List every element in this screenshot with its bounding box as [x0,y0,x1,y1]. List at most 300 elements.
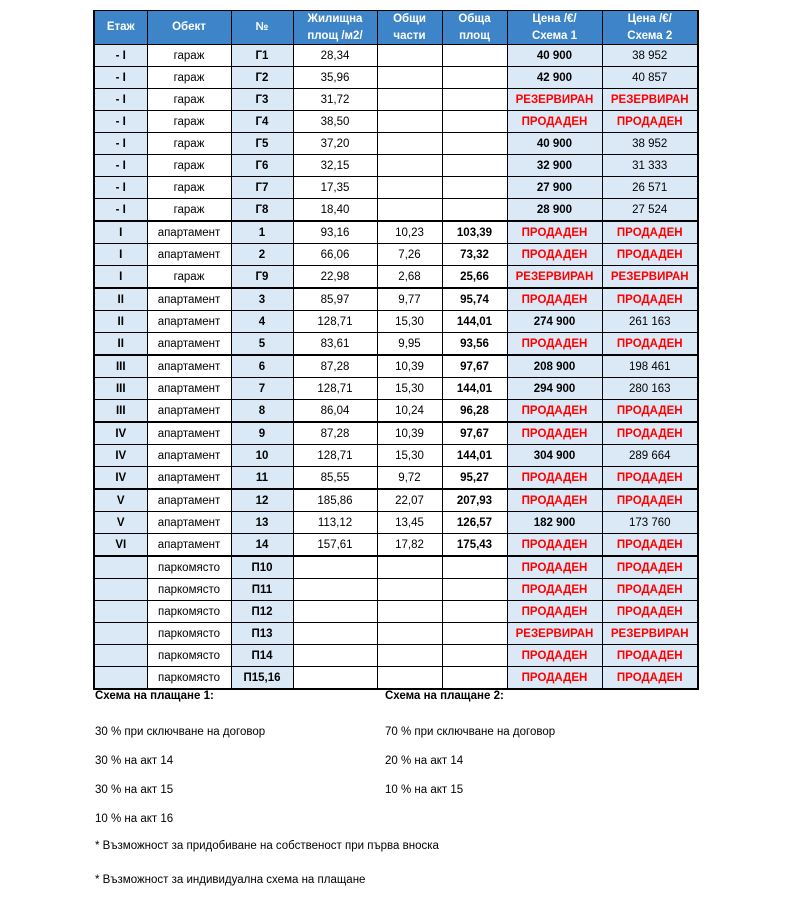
cell-number: 8 [231,400,293,423]
cell-number: 4 [231,311,293,333]
scheme-1-line-3: 30 % на акт 15 [95,784,174,796]
property-price-table [93,10,699,690]
cell-floor: - I [94,155,147,177]
cell-living-area: 18,40 [293,199,377,222]
cell-object: апартамент [147,311,231,333]
cell-floor: V [94,489,147,512]
header-line-2: Схема 1 [531,29,577,42]
cell-object: апартамент [147,333,231,356]
cell-price-scheme-1: ПРОДАДЕН [507,579,602,601]
cell-number: 12 [231,489,293,512]
cell-price-scheme-2: РЕЗЕРВИРАН [602,266,698,289]
cell-living-area: 113,12 [293,512,377,534]
cell-price-scheme-2: 27 524 [602,199,698,222]
cell-living-area: 22,98 [293,266,377,289]
cell-price-scheme-2: РЕЗЕРВИРАН [602,623,698,645]
cell-price-scheme-2: ПРОДАДЕН [602,111,698,133]
cell-floor: IV [94,422,147,445]
table-row [94,422,698,445]
cell-floor: I [94,221,147,244]
cell-floor: - I [94,89,147,111]
cell-common-parts: 10,23 [377,221,442,244]
cell-object: гараж [147,89,231,111]
cell-object: апартамент [147,244,231,266]
cell-object: апартамент [147,221,231,244]
cell-price-scheme-1: 40 900 [507,133,602,155]
cell-floor: VI [94,534,147,557]
cell-living-area [293,623,377,645]
table-row [94,199,698,222]
cell-floor: - I [94,67,147,89]
cell-total-area: 97,67 [442,422,507,445]
cell-living-area: 38,50 [293,111,377,133]
cell-total-area [442,623,507,645]
table-row [94,311,698,333]
cell-floor: I [94,266,147,289]
cell-floor [94,667,147,690]
cell-price-scheme-2: ПРОДАДЕН [602,645,698,667]
cell-living-area: 37,20 [293,133,377,155]
cell-object: апартамент [147,467,231,490]
cell-living-area [293,667,377,690]
cell-floor: I [94,244,147,266]
table-row [94,489,698,512]
table-row [94,355,698,378]
cell-floor: - I [94,199,147,222]
cell-common-parts [377,89,442,111]
cell-price-scheme-2: 261 163 [602,311,698,333]
cell-price-scheme-2: 40 857 [602,67,698,89]
cell-price-scheme-2: ПРОДАДЕН [602,667,698,690]
cell-price-scheme-1: ПРОДАДЕН [507,645,602,667]
column-header-floor [94,11,147,45]
cell-price-scheme-1: ПРОДАДЕН [507,534,602,557]
cell-object: апартамент [147,355,231,378]
cell-total-area: 144,01 [442,378,507,400]
cell-price-scheme-1: ПРОДАДЕН [507,333,602,356]
cell-common-parts [377,133,442,155]
cell-number: Г3 [231,89,293,111]
cell-price-scheme-1: 40 900 [507,45,602,67]
cell-living-area [293,579,377,601]
cell-price-scheme-1: 28 900 [507,199,602,222]
cell-number: 10 [231,445,293,467]
cell-living-area: 32,15 [293,155,377,177]
cell-price-scheme-2: 280 163 [602,378,698,400]
cell-price-scheme-2: 38 952 [602,133,698,155]
cell-common-parts: 15,30 [377,311,442,333]
payment-scheme-1 [95,690,385,842]
cell-number: П12 [231,601,293,623]
cell-number: 14 [231,534,293,557]
header-line-2: Схема 2 [627,29,673,42]
cell-object: апартамент [147,445,231,467]
cell-price-scheme-1: ПРОДАДЕН [507,221,602,244]
cell-living-area: 17,35 [293,177,377,199]
cell-price-scheme-2: ПРОДАДЕН [602,489,698,512]
cell-price-scheme-1: РЕЗЕРВИРАН [507,623,602,645]
cell-number: 11 [231,467,293,490]
cell-number: 6 [231,355,293,378]
table-row [94,623,698,645]
cell-total-area [442,111,507,133]
cell-object: гараж [147,133,231,155]
cell-price-scheme-2: ПРОДАДЕН [602,556,698,579]
cell-common-parts [377,623,442,645]
cell-total-area: 144,01 [442,311,507,333]
cell-common-parts [377,111,442,133]
cell-total-area [442,645,507,667]
cell-floor: III [94,400,147,423]
scheme-1-line-4: 10 % на акт 16 [95,813,174,825]
cell-price-scheme-1: ПРОДАДЕН [507,601,602,623]
cell-floor: - I [94,45,147,67]
cell-number: 13 [231,512,293,534]
cell-common-parts: 13,45 [377,512,442,534]
cell-common-parts [377,645,442,667]
cell-common-parts: 2,68 [377,266,442,289]
cell-price-scheme-2: 198 461 [602,355,698,378]
cell-common-parts: 9,77 [377,288,442,311]
cell-price-scheme-1: РЕЗЕРВИРАН [507,266,602,289]
header-line-1: Обща [458,13,491,25]
cell-price-scheme-1: ПРОДАДЕН [507,244,602,266]
column-header-common-parts [377,11,442,45]
cell-common-parts [377,579,442,601]
cell-total-area: 207,93 [442,489,507,512]
cell-number: Г5 [231,133,293,155]
cell-object: паркомясто [147,645,231,667]
payment-schemes [95,690,715,842]
cell-total-area: 97,67 [442,355,507,378]
cell-object: гараж [147,266,231,289]
cell-price-scheme-2: ПРОДАДЕН [602,244,698,266]
table-body [94,45,698,690]
cell-floor [94,623,147,645]
cell-total-area [442,199,507,222]
cell-price-scheme-2: 289 664 [602,445,698,467]
cell-common-parts [377,667,442,690]
cell-number: 3 [231,288,293,311]
cell-total-area: 126,57 [442,512,507,534]
table-row [94,534,698,557]
cell-total-area: 103,39 [442,221,507,244]
cell-price-scheme-2: ПРОДАДЕН [602,400,698,423]
cell-price-scheme-1: 182 900 [507,512,602,534]
header-line-1: Общи [393,13,426,25]
column-header-total-area [442,11,507,45]
cell-object: гараж [147,199,231,222]
cell-object: гараж [147,67,231,89]
cell-price-scheme-1: 294 900 [507,378,602,400]
cell-object: гараж [147,111,231,133]
cell-price-scheme-1: 42 900 [507,67,602,89]
cell-price-scheme-2: РЕЗЕРВИРАН [602,89,698,111]
cell-number: Г6 [231,155,293,177]
cell-living-area: 185,86 [293,489,377,512]
footnotes [95,840,715,908]
cell-total-area: 96,28 [442,400,507,423]
cell-number: 1 [231,221,293,244]
cell-price-scheme-1: 27 900 [507,177,602,199]
cell-common-parts [377,177,442,199]
cell-price-scheme-1: ПРОДАДЕН [507,400,602,423]
cell-floor: III [94,378,147,400]
cell-total-area [442,89,507,111]
cell-object: апартамент [147,288,231,311]
header-line-1: Етаж [106,21,135,34]
cell-living-area: 85,55 [293,467,377,490]
cell-common-parts [377,45,442,67]
cell-total-area [442,177,507,199]
cell-total-area [442,67,507,89]
cell-price-scheme-1: 274 900 [507,311,602,333]
cell-living-area [293,601,377,623]
cell-price-scheme-2: 26 571 [602,177,698,199]
cell-living-area: 28,34 [293,45,377,67]
cell-floor [94,579,147,601]
cell-total-area [442,579,507,601]
cell-total-area: 175,43 [442,534,507,557]
cell-price-scheme-2: ПРОДАДЕН [602,601,698,623]
scheme-2-line-2: 20 % на акт 14 [385,755,464,767]
cell-price-scheme-2: ПРОДАДЕН [602,534,698,557]
cell-floor: II [94,311,147,333]
table-row [94,244,698,266]
cell-living-area: 83,61 [293,333,377,356]
cell-object: паркомясто [147,601,231,623]
cell-price-scheme-1: РЕЗЕРВИРАН [507,89,602,111]
cell-total-area [442,45,507,67]
cell-common-parts: 15,30 [377,445,442,467]
cell-floor [94,556,147,579]
cell-total-area [442,556,507,579]
cell-price-scheme-1: ПРОДАДЕН [507,467,602,490]
scheme-1-line-2: 30 % на акт 14 [95,755,174,767]
cell-price-scheme-1: ПРОДАДЕН [507,422,602,445]
scheme-1-line-1: 30 % при сключване на договор [95,726,266,738]
cell-common-parts [377,199,442,222]
header-line-1: № [255,21,269,34]
cell-total-area: 144,01 [442,445,507,467]
cell-number: П15,16 [231,667,293,690]
cell-floor: - I [94,111,147,133]
cell-common-parts: 22,07 [377,489,442,512]
table-row [94,400,698,423]
cell-object: апартамент [147,534,231,557]
cell-price-scheme-1: 32 900 [507,155,602,177]
table-row [94,645,698,667]
cell-object: гараж [147,45,231,67]
cell-living-area: 157,61 [293,534,377,557]
cell-common-parts [377,67,442,89]
header-line-1: Обект [172,21,206,34]
cell-living-area [293,556,377,579]
header-line-1: Цена /€/ [532,13,577,25]
table-row [94,579,698,601]
cell-living-area: 87,28 [293,422,377,445]
cell-floor: V [94,512,147,534]
cell-number: Г8 [231,199,293,222]
cell-price-scheme-2: 38 952 [602,45,698,67]
cell-common-parts [377,601,442,623]
table-row [94,266,698,289]
cell-common-parts: 10,24 [377,400,442,423]
cell-common-parts [377,556,442,579]
cell-floor [94,645,147,667]
table-row [94,467,698,490]
cell-floor: III [94,355,147,378]
table-row [94,89,698,111]
table-row [94,333,698,356]
cell-object: паркомясто [147,623,231,645]
cell-total-area: 93,56 [442,333,507,356]
cell-living-area: 35,96 [293,67,377,89]
footnote-1: * Възможност за придобиване на собственост при първа вноска [95,840,439,852]
cell-total-area: 95,27 [442,467,507,490]
cell-common-parts: 10,39 [377,422,442,445]
cell-number: П13 [231,623,293,645]
cell-floor: - I [94,133,147,155]
cell-number: Г1 [231,45,293,67]
table-row [94,667,698,690]
cell-common-parts: 15,30 [377,378,442,400]
cell-price-scheme-1: 304 900 [507,445,602,467]
table-row [94,133,698,155]
cell-common-parts: 10,39 [377,355,442,378]
cell-price-scheme-1: ПРОДАДЕН [507,556,602,579]
cell-floor: - I [94,177,147,199]
cell-object: гараж [147,177,231,199]
cell-price-scheme-1: ПРОДАДЕН [507,667,602,690]
cell-object: апартамент [147,422,231,445]
cell-total-area [442,667,507,690]
table-header [94,11,698,45]
cell-total-area [442,601,507,623]
payment-scheme-2 [385,690,675,842]
cell-floor: II [94,288,147,311]
table-row [94,111,698,133]
cell-number: Г2 [231,67,293,89]
cell-object: апартамент [147,400,231,423]
cell-common-parts: 9,72 [377,467,442,490]
scheme-2-title: Схема на плащане 2: [385,690,504,702]
cell-price-scheme-2: ПРОДАДЕН [602,333,698,356]
cell-total-area [442,133,507,155]
cell-number: 7 [231,378,293,400]
cell-number: Г7 [231,177,293,199]
header-line-2: части [393,29,426,42]
cell-number: 2 [231,244,293,266]
cell-object: паркомясто [147,556,231,579]
cell-number: 5 [231,333,293,356]
cell-object: паркомясто [147,667,231,690]
cell-price-scheme-1: ПРОДАДЕН [507,111,602,133]
table-row [94,221,698,244]
table-row [94,556,698,579]
table-row [94,512,698,534]
footnote-2: * Възможност за индивидуална схема на плащане [95,874,366,886]
cell-number: Г4 [231,111,293,133]
cell-price-scheme-2: ПРОДАДЕН [602,221,698,244]
cell-common-parts: 17,82 [377,534,442,557]
cell-number: П14 [231,645,293,667]
cell-living-area: 128,71 [293,311,377,333]
table-row [94,177,698,199]
cell-price-scheme-2: ПРОДАДЕН [602,579,698,601]
cell-total-area: 25,66 [442,266,507,289]
cell-living-area: 93,16 [293,221,377,244]
cell-price-scheme-2: 31 333 [602,155,698,177]
column-header-price-scheme-2 [602,11,698,45]
cell-number: Г9 [231,266,293,289]
cell-living-area: 85,97 [293,288,377,311]
header-line-2: площ [459,29,490,42]
table-row [94,155,698,177]
table-row [94,67,698,89]
cell-price-scheme-2: 173 760 [602,512,698,534]
cell-living-area: 128,71 [293,445,377,467]
column-header-number [231,11,293,45]
cell-total-area: 73,32 [442,244,507,266]
header-line-2: площ /м2/ [307,29,363,42]
cell-living-area: 128,71 [293,378,377,400]
table-header-row [94,11,698,45]
cell-price-scheme-2: ПРОДАДЕН [602,288,698,311]
cell-living-area: 87,28 [293,355,377,378]
cell-total-area: 95,74 [442,288,507,311]
cell-price-scheme-2: ПРОДАДЕН [602,422,698,445]
cell-floor: IV [94,467,147,490]
table-row [94,288,698,311]
column-header-object [147,11,231,45]
header-line-1: Жилищна [307,13,363,25]
cell-object: апартамент [147,378,231,400]
cell-common-parts: 9,95 [377,333,442,356]
cell-floor: IV [94,445,147,467]
cell-number: П10 [231,556,293,579]
cell-total-area [442,155,507,177]
cell-price-scheme-1: 208 900 [507,355,602,378]
table-row [94,601,698,623]
cell-floor [94,601,147,623]
scheme-2-line-1: 70 % при сключване на договор [385,726,556,738]
cell-price-scheme-1: ПРОДАДЕН [507,288,602,311]
cell-number: 9 [231,422,293,445]
cell-living-area: 86,04 [293,400,377,423]
table-row [94,445,698,467]
scheme-2-line-3: 10 % на акт 15 [385,784,464,796]
cell-living-area: 66,06 [293,244,377,266]
cell-number: П11 [231,579,293,601]
cell-floor: II [94,333,147,356]
cell-object: апартамент [147,489,231,512]
cell-common-parts [377,155,442,177]
cell-object: гараж [147,155,231,177]
header-line-1: Цена /€/ [627,13,672,25]
table-row [94,45,698,67]
cell-price-scheme-2: ПРОДАДЕН [602,467,698,490]
cell-object: апартамент [147,512,231,534]
cell-living-area [293,645,377,667]
table-row [94,378,698,400]
cell-price-scheme-1: ПРОДАДЕН [507,489,602,512]
cell-living-area: 31,72 [293,89,377,111]
column-header-living-area [293,11,377,45]
scheme-1-title: Схема на плащане 1: [95,690,214,702]
cell-common-parts: 7,26 [377,244,442,266]
column-header-price-scheme-1 [507,11,602,45]
